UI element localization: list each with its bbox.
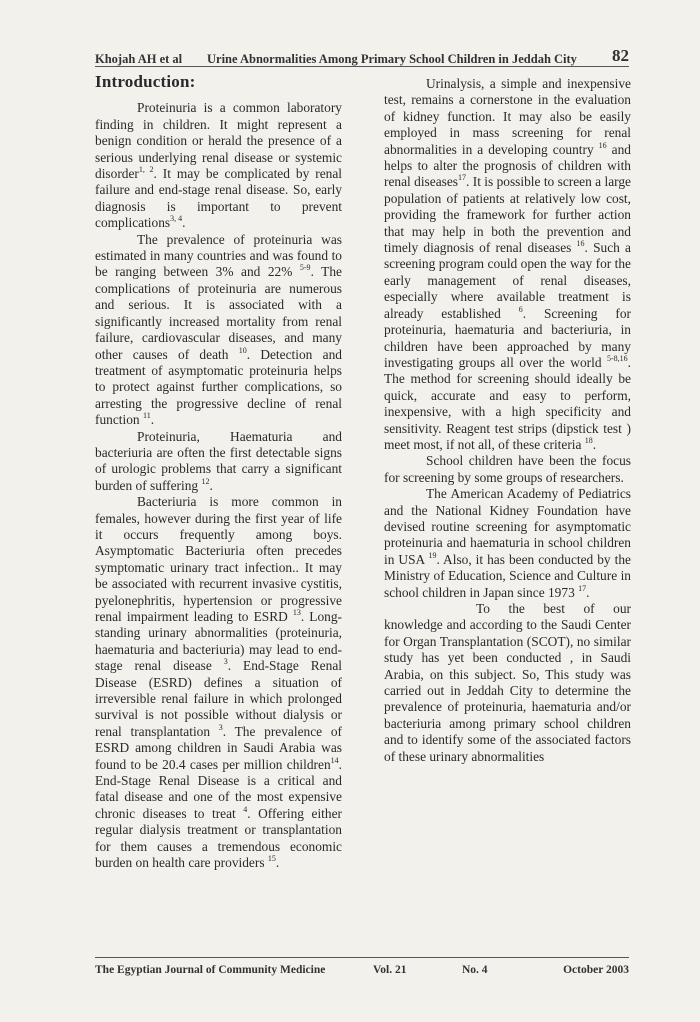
text-run: . It is possible to screen a large population of patients at relatively low cost, providing the framework for further action that may help in both the prevention and timely diagnosis of renal diseases <box>384 174 631 256</box>
right-column <box>384 76 631 765</box>
paragraph <box>95 232 342 429</box>
text-run: School children have been the focus for screening by some groups of researchers. <box>384 453 631 485</box>
text-run: . Detection and treatment of asymptomatic proteinuria helps to protect against further complications, so arresting the progressive decline of renal function <box>95 346 342 428</box>
citation-superscript: 13 <box>292 608 301 617</box>
citation-superscript: 10 <box>238 345 247 355</box>
text-run: . The prevalence of ESRD among children in Saudi Arabia was found to be 20.4 cases per million children <box>95 723 342 772</box>
citation-superscript: 16 <box>598 140 607 150</box>
text-run: . Screening for proteinuria, haematuria and bacteriuria, in children have been approached by many investigating groups all over the world <box>384 305 631 370</box>
citation-superscript: 17 <box>578 583 587 593</box>
citation-superscript: 19 <box>428 550 437 560</box>
text-run: . Also, it has been conducted by the Ministry of Education, Science and Culture in school children in Japan since 1973 <box>384 551 631 600</box>
citation-superscript: 3 <box>218 722 223 732</box>
header-rule <box>95 66 629 67</box>
header-running-title: Urine Abnormalities Among Primary School Children in Jeddah City <box>207 52 577 66</box>
text-run: . <box>182 215 186 231</box>
citation-superscript: 1, 2 <box>138 165 154 175</box>
text-run: . <box>150 412 155 428</box>
citation-superscript: 15 <box>267 854 276 864</box>
text-run: . <box>592 436 597 452</box>
text-run: . The method for screening should ideally be quick, accurate and easy to perform, inexpensive, with a high specificity and sensitivity. Reagent test strips (dipstick test ) meet most, if not all, of these criteria <box>384 354 631 452</box>
citation-superscript: 3, 4 <box>170 214 183 224</box>
text-run: Urinalysis, a simple and inexpensive test, remains a cornerstone in the evaluation of kidney function. It may also be easily employed in mass screening for renal abnormalities in a developing country <box>384 76 631 157</box>
paragraph <box>384 601 631 765</box>
citation-superscript: 17 <box>458 173 467 183</box>
text-run: . End-Stage Renal Disease is a critical and fatal disease and one of the most expensive chronic diseases to treat <box>95 756 342 821</box>
text-run: . Such a screening program could open the way for the early management of renal diseases, especially where available treatment is already established <box>384 240 631 321</box>
paragraph <box>384 453 631 486</box>
text-run: . The complications of proteinuria are numerous and serious. It is associated with a significantly increased mortality from renal failure, cardiovascular diseases, and many other causes of death <box>95 264 342 362</box>
citation-superscript: 6 <box>518 304 523 314</box>
paragraph <box>95 494 342 871</box>
citation-superscript: 14 <box>330 755 339 765</box>
left-column <box>95 74 342 872</box>
footer-issue: No. 4 <box>462 964 488 976</box>
text-run: Bacteriuria is more common in females, however during the first year of life it occurs frequently among boys. Asymptomatic Bacteriuria often precedes symptomatic urinary tract infection.. It may be associated with recurrent invasive cystitis, pyelonephritis, hypertension or progressive renal impairment leading to ESRD <box>95 494 342 624</box>
page-number: 82 <box>612 46 629 65</box>
section-heading: Introduction: <box>95 72 196 91</box>
paragraph <box>384 486 631 601</box>
citation-superscript: 11 <box>142 411 151 421</box>
paragraph <box>95 100 342 231</box>
footer-rule <box>95 957 629 958</box>
text-run: The prevalence of proteinuria was estimated in many countries and was found to be ranging between 3% and 22% <box>95 231 342 280</box>
citation-superscript: 16 <box>576 239 585 249</box>
footer-journal: The Egyptian Journal of Community Medicine <box>95 964 326 976</box>
footer-date: October 2003 <box>563 964 629 976</box>
text-run: To the best of our knowledge and according to the Saudi Center for Organ Transplantation (SCOT), no similar study has yet been conducted , in Saudi Arabia, on this subject. So, This study was carried out in Jeddah City to determine the prevalence of proteinuria, haematuria and/or bacteriuria among primary school children and to identify some of the associated factors of these urinary abnormalities <box>384 601 631 764</box>
paragraph <box>95 429 342 495</box>
text-run: and helps to alter the prognosis of children with renal diseases <box>384 141 631 190</box>
citation-superscript: 5-9 <box>299 263 311 273</box>
text-run: . It may be complicated by renal failure and end-stage renal disease. So, early diagnosis is important to prevent complications <box>95 166 342 231</box>
text-run: . <box>586 584 590 600</box>
citation-superscript: 18 <box>584 435 593 445</box>
citation-superscript: 12 <box>201 476 210 486</box>
text-run: . <box>275 855 280 871</box>
citation-superscript: 3 <box>223 657 228 667</box>
citation-superscript: 5-8,16 <box>606 353 628 363</box>
text-run: . Long-standing urinary abnormalities (proteinuria, haematuria and bacteriuria) may lead to end-stage renal disease <box>95 609 342 674</box>
header-authors: Khojah AH et al <box>95 52 183 66</box>
text-run: . Offering either regular dialysis treatment or transplantation for them causes a tremendous economic burden on health care providers <box>95 805 342 871</box>
citation-superscript: 4 <box>243 804 248 814</box>
footer-volume: Vol. 21 <box>373 964 407 976</box>
text-run: . <box>209 477 213 493</box>
text-run: . End-Stage Renal Disease (ESRD) defines a situation of irreversible renal failure in which prolonged survival is not possible without dialysis or renal transplantation <box>95 658 342 739</box>
text-run: Proteinuria is a common laboratory finding in children. It might represent a benign condition or herald the presence of a serious underlying renal disease or systemic disorder <box>95 100 342 182</box>
paragraph <box>384 76 631 453</box>
text-run: The American Academy of Pediatrics and the National Kidney Foundation have devised routine screening for asymptomatic proteinuria and haematuria in school children in USA <box>384 486 631 567</box>
text-run: Proteinuria, Haematuria and bacteriuria are often the first detectable signs of urologic problems that carry a significant burden of suffering <box>95 428 342 493</box>
